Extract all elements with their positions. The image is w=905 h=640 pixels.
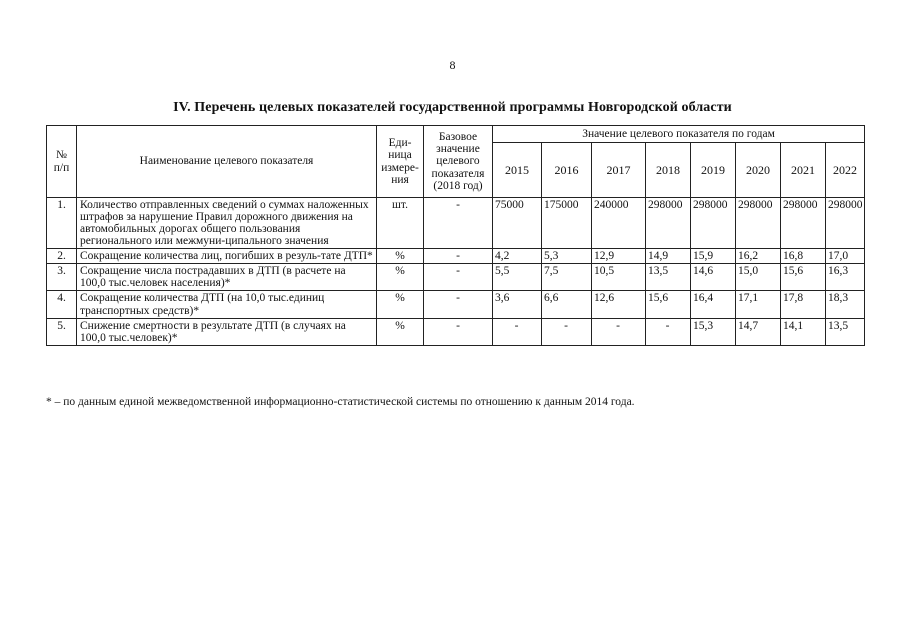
unit-of-measure: шт. (377, 198, 424, 249)
year-value: 15,6 (646, 291, 691, 318)
year-value: 12,6 (592, 291, 646, 318)
header-values-group: Значение целевого показателя по годам (493, 126, 865, 143)
year-value: 15,9 (691, 249, 736, 264)
year-value: 16,2 (736, 249, 781, 264)
year-value: 18,3 (826, 291, 865, 318)
year-value: 14,6 (691, 264, 736, 291)
section-heading: IV. Перечень целевых показателей государственной программы Новгородской области (173, 100, 732, 115)
page-number: 8 (449, 58, 456, 72)
target-indicators-table (46, 125, 865, 346)
year-value: 17,1 (736, 291, 781, 318)
table-row (47, 198, 865, 249)
base-value: - (424, 249, 493, 264)
year-value: 175000 (542, 198, 592, 249)
row-number: 4. (47, 291, 77, 318)
row-number: 5. (47, 318, 77, 345)
year-value: 4,2 (493, 249, 542, 264)
unit-of-measure: % (377, 318, 424, 345)
year-value: 13,5 (826, 318, 865, 345)
unit-of-measure: % (377, 264, 424, 291)
year-value: 298000 (646, 198, 691, 249)
table-row (47, 291, 865, 318)
row-number: 3. (47, 264, 77, 291)
header-year: 2021 (781, 143, 826, 198)
row-number: 1. (47, 198, 77, 249)
year-value: 7,5 (542, 264, 592, 291)
year-value: 15,3 (691, 318, 736, 345)
header-year: 2017 (592, 143, 646, 198)
year-value: 3,6 (493, 291, 542, 318)
header-year: 2018 (646, 143, 691, 198)
year-value: 298000 (781, 198, 826, 249)
header-name: Наименование целевого показателя (77, 126, 377, 198)
indicator-name: Снижение смертности в результате ДТП (в случаях на 100,0 тыс.человек)* (77, 318, 377, 345)
base-value: - (424, 264, 493, 291)
footnote: * – по данным единой межведомственной информационно-статистической системы по отношению к данным 2014 года. (46, 396, 635, 408)
header-base: Базовое значение целевого показателя (2018 год) (424, 126, 493, 198)
table-row (47, 249, 865, 264)
table-header-row (47, 126, 865, 143)
base-value: - (424, 318, 493, 345)
year-value: 16,8 (781, 249, 826, 264)
year-value: 5,3 (542, 249, 592, 264)
year-value: 13,5 (646, 264, 691, 291)
unit-of-measure: % (377, 291, 424, 318)
header-year: 2020 (736, 143, 781, 198)
year-value: 298000 (691, 198, 736, 249)
indicator-name: Сокращение числа пострадавших в ДТП (в расчете на 100,0 тыс.человек населения)* (77, 264, 377, 291)
year-value: 75000 (493, 198, 542, 249)
year-value: 15,6 (781, 264, 826, 291)
year-value: 16,4 (691, 291, 736, 318)
header-year: 2022 (826, 143, 865, 198)
year-value: 16,3 (826, 264, 865, 291)
indicator-name: Сокращение количества ДТП (на 10,0 тыс.единиц транспортных средств)* (77, 291, 377, 318)
base-value: - (424, 291, 493, 318)
year-value: - (592, 318, 646, 345)
year-value: 240000 (592, 198, 646, 249)
unit-of-measure: % (377, 249, 424, 264)
header-year: 2015 (493, 143, 542, 198)
header-num: № п/п (47, 126, 77, 198)
table-row (47, 264, 865, 291)
year-value: - (542, 318, 592, 345)
row-number: 2. (47, 249, 77, 264)
year-value: 15,0 (736, 264, 781, 291)
header-year: 2019 (691, 143, 736, 198)
header-year: 2016 (542, 143, 592, 198)
indicator-name: Количество отправленных сведений о суммах наложенных штрафов за нарушение Правил дорожного движения на автомобильных дорогах общего пользования регионального или межмуни-ципального значения (77, 198, 377, 249)
year-value: 6,6 (542, 291, 592, 318)
year-value: - (493, 318, 542, 345)
year-value: 14,9 (646, 249, 691, 264)
year-value: 298000 (736, 198, 781, 249)
year-value: 17,0 (826, 249, 865, 264)
year-value: 14,7 (736, 318, 781, 345)
base-value: - (424, 198, 493, 249)
table-row (47, 318, 865, 345)
year-value: 298000 (826, 198, 865, 249)
year-value: 12,9 (592, 249, 646, 264)
indicator-name: Сокращение количества лиц, погибших в резуль-тате ДТП* (77, 249, 377, 264)
year-value: 17,8 (781, 291, 826, 318)
year-value: 10,5 (592, 264, 646, 291)
header-unit: Еди-ница измере-ния (377, 126, 424, 198)
year-value: 5,5 (493, 264, 542, 291)
year-value: - (646, 318, 691, 345)
year-value: 14,1 (781, 318, 826, 345)
